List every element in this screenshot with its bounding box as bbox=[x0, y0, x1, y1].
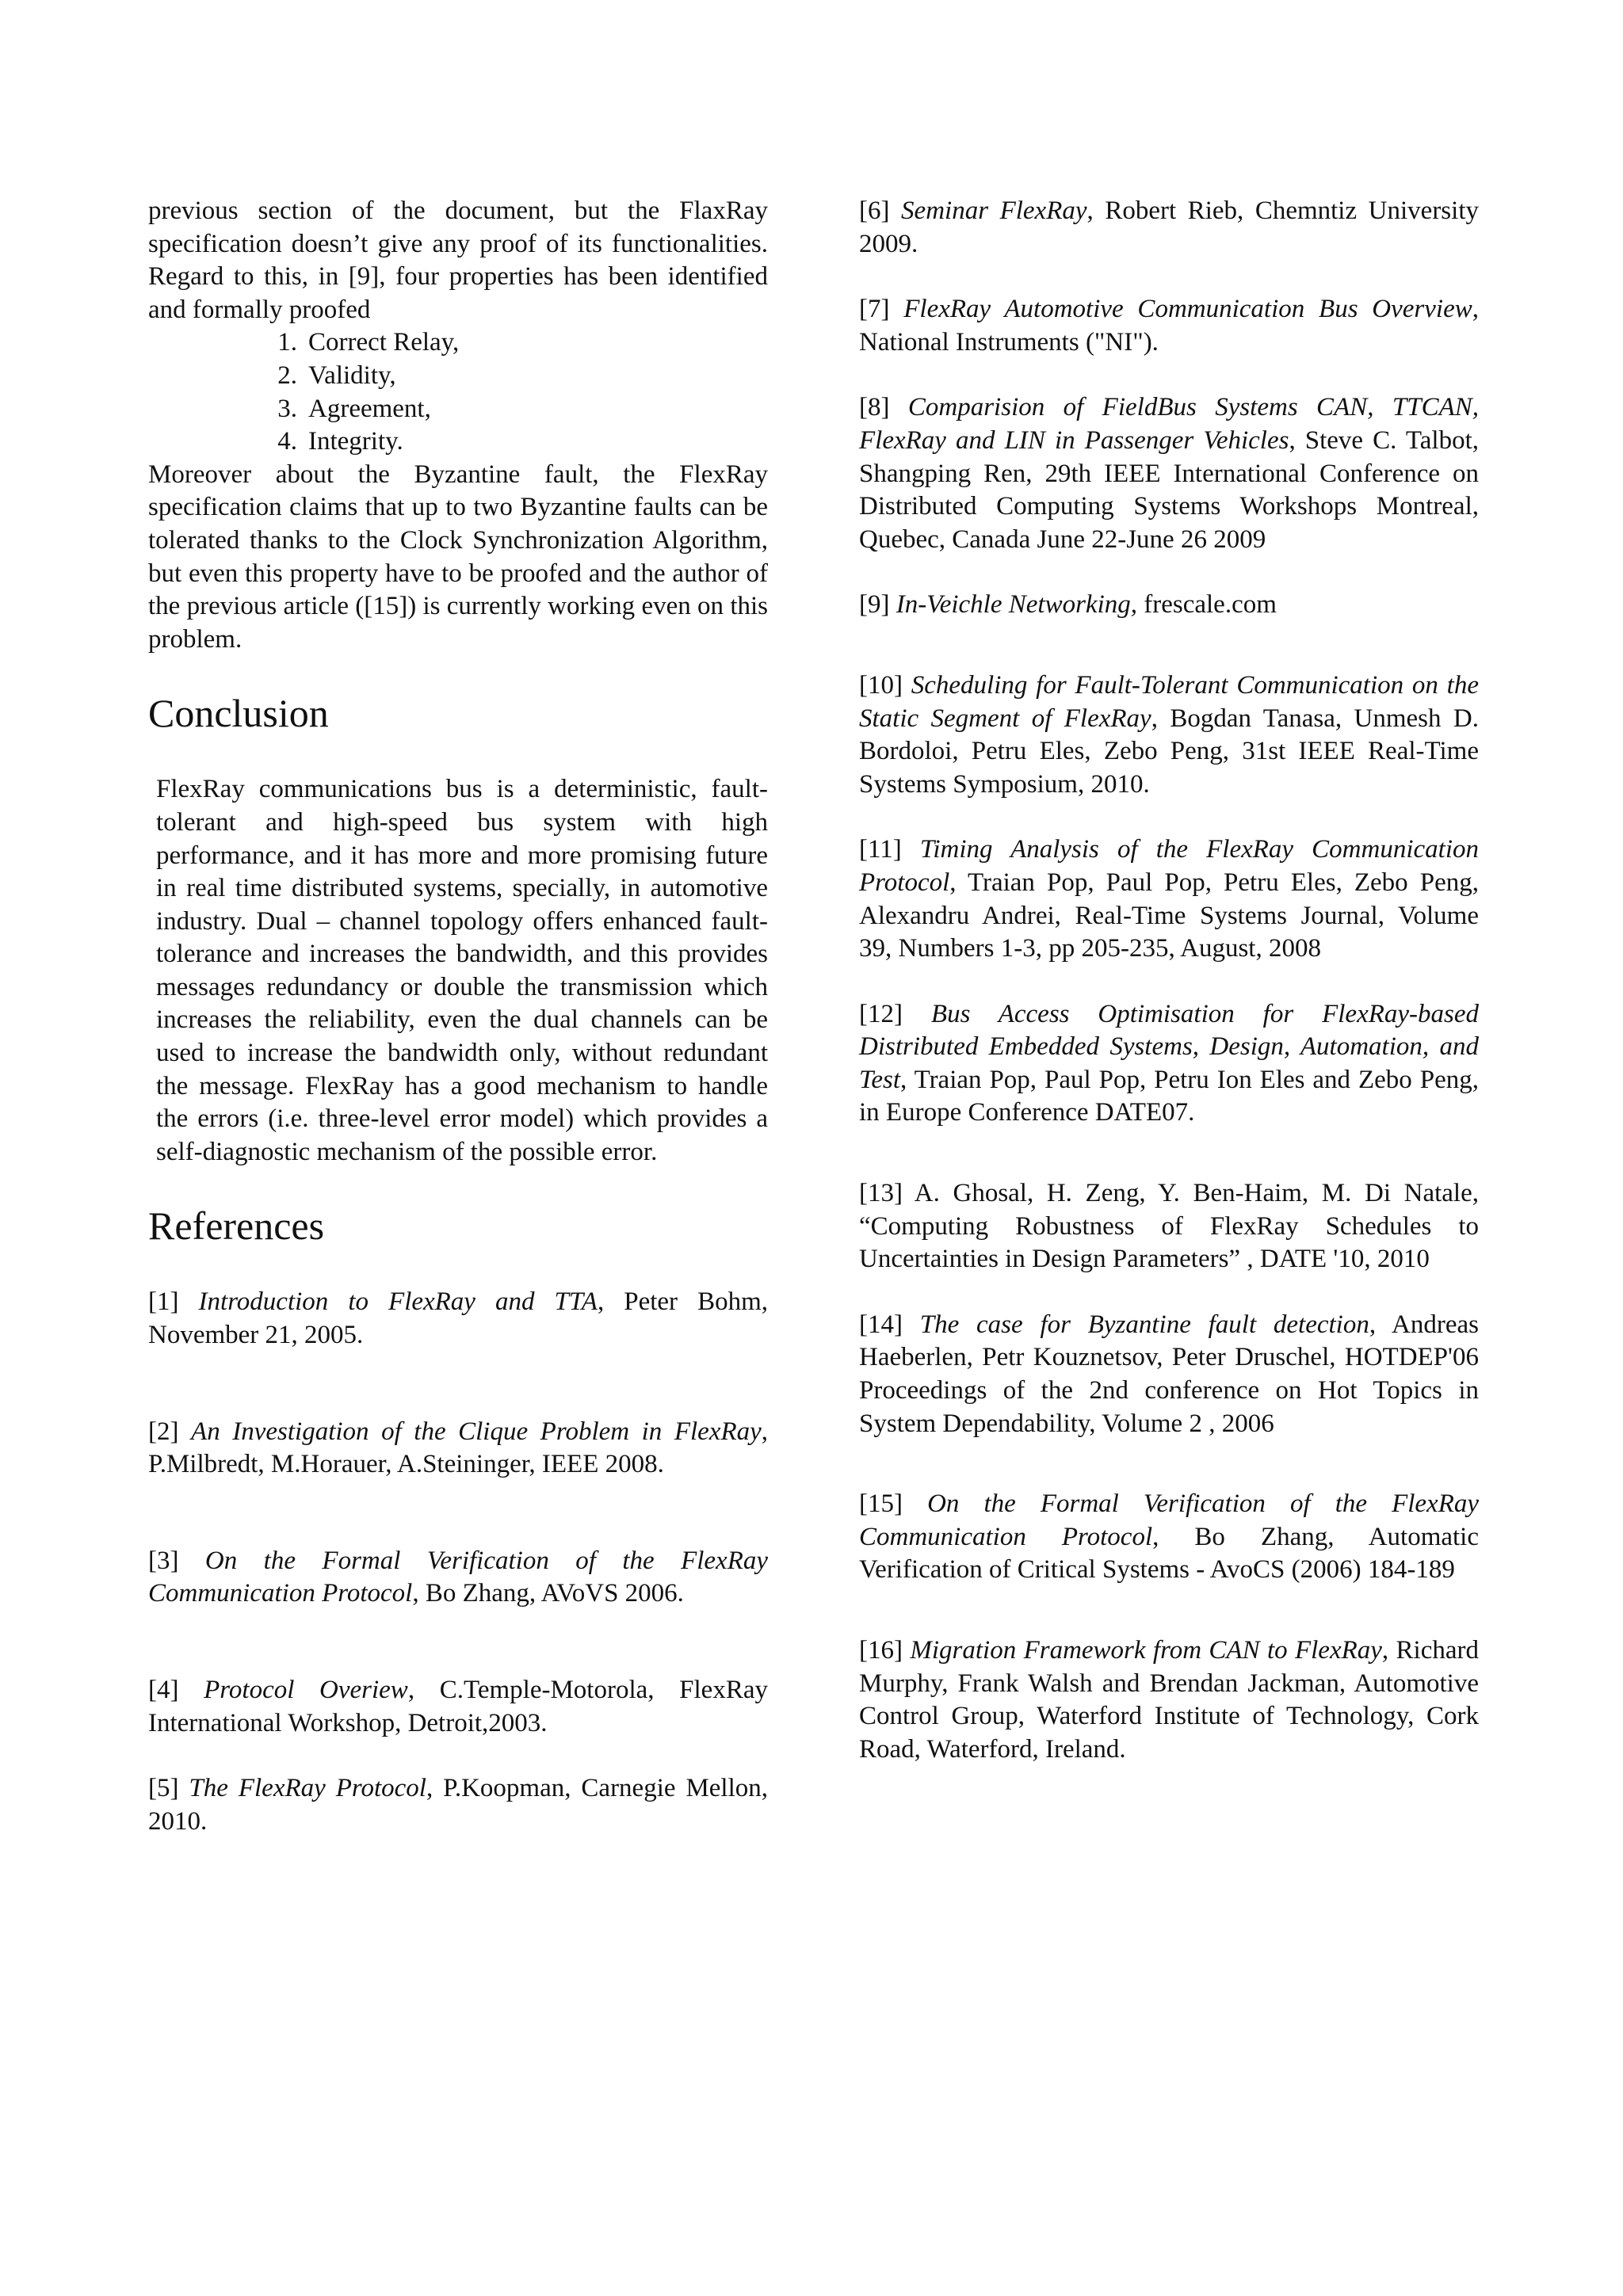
reference-11: [11] Timing Analysis of the FlexRay Communication Protocol, Traian Pop, Paul Pop, Petru Eles, Zebo Peng, Alexandru Andrei, Real-Time Systems Journal, Volume 39, Numbers 1-3, pp 205-235, August, 2008 bbox=[859, 835, 1479, 963]
properties-list bbox=[148, 326, 768, 458]
conclusion-paragraph: FlexRay communications bus is a deterministic, fault-tolerant and high-speed bus system with high performance, and it has more and more promising future in real time distributed systems, specially, in automotive industry. Dual – channel topology offers enhanced fault-tolerance and increases the bandwidth, and this provides messages redundancy or double the transmission which increases the reliability, even the dual channels can be used to increase the bandwidth only, without redundant the message. FlexRay has a good mechanism to handle the errors (i.e. three-level error model) which provides a self-diagnostic mechanism of the possible error. bbox=[156, 775, 768, 1166]
reference-12: [12] Bus Access Optimisation for FlexRay-based Distributed Embedded Systems, Design, Automation, and Test, Traian Pop, Paul Pop, Petru Ion Eles and Zebo Peng, in Europe Conference DATE07. bbox=[859, 999, 1480, 1127]
reference-1: [1] Introduction to FlexRay and TTA, Peter Bohm, November 21, 2005. bbox=[148, 1287, 769, 1350]
reference-5: [5] The FlexRay Protocol, P.Koopman, Carnegie Mellon, 2010. bbox=[148, 1774, 769, 1836]
list-item: 2. Validity, bbox=[277, 360, 396, 390]
list-item: 1. Correct Relay, bbox=[277, 328, 460, 357]
left-column bbox=[148, 195, 768, 1838]
reference-2: [2] An Investigation of the Clique Problem in FlexRay, P.Milbredt, M.Horauer, A.Steininger, IEEE 2008. bbox=[148, 1417, 769, 1479]
right-column bbox=[859, 195, 1479, 1766]
reference-16: [16] Migration Framework from CAN to FlexRay, Richard Murphy, Frank Walsh and Brendan Jackman, Automotive Control Group, Waterford Institute of Technology, Cork Road, Waterford, Ireland. bbox=[859, 1636, 1480, 1764]
reference-14: [14] The case for Byzantine fault detection, Andreas Haeberlen, Petr Kouznetsov, Peter Druschel, HOTDEP'06 Proceedings of the 2nd conference on Hot Topics in System Dependability, Volume 2 , 2006 bbox=[859, 1310, 1480, 1438]
reference-7: [7] FlexRay Automotive Communication Bus Overview, National Instruments ("NI"). bbox=[859, 295, 1479, 357]
conclusion-heading: Conclusion bbox=[148, 691, 329, 736]
list-item: 3. Agreement, bbox=[277, 394, 431, 423]
list-item: 4. Integrity. bbox=[277, 427, 403, 456]
reference-15: [15] On the Formal Verification of the FlexRay Communication Protocol, Bo Zhang, Automatic Verification of Critical Systems - AvoCS (2006) 184-189 bbox=[859, 1489, 1480, 1585]
byzantine-paragraph: Moreover about the Byzantine fault, the FlexRay specification claims that up to two Byzantine faults can be tolerated thanks to the Clock Synchronization Algorithm, but even this property have to be proofed and the author of the previous article ([15]) is currently working even on this problem. bbox=[148, 460, 768, 654]
reference-8: [8] Comparision of FieldBus Systems CAN, TTCAN, FlexRay and LIN in Passenger Vehicles, Steve C. Talbot, Shangping Ren, 29th IEEE International Conference on Distributed Computing Systems Workshops Montreal, Quebec, Canada June 22-June 26 2009 bbox=[859, 393, 1480, 554]
reference-3: [3] On the Formal Verification of the FlexRay Communication Protocol, Bo Zhang, AVoVS 2006. bbox=[148, 1546, 769, 1608]
references-heading: References bbox=[148, 1203, 325, 1249]
reference-13: [13] A. Ghosal, H. Zeng, Y. Ben-Haim, M. Di Natale, “Computing Robustness of FlexRay Schedules to Uncertainties in Design Parameters” , DATE '10, 2010 bbox=[859, 1179, 1479, 1274]
reference-10: [10] Scheduling for Fault-Tolerant Communication on the Static Segment of FlexRay, Bogdan Tanasa, Unmesh D. Bordoloi, Petru Eles, Zebo Peng, 31st IEEE Real-Time Systems Symposium, 2010. bbox=[859, 670, 1479, 799]
reference-9: [9] In-Veichle Networking, frescale.com bbox=[859, 590, 1277, 620]
reference-4: [4] Protocol Overiew, C.Temple-Motorola, FlexRay International Workshop, Detroit,2003. bbox=[148, 1676, 768, 1737]
reference-6: [6] Seminar FlexRay, Robert Rieb, Chemntiz University 2009. bbox=[859, 196, 1479, 258]
intro-paragraph: previous section of the document, but the FlaxRay specification doesn’t give any proof of its functionalities. Regard to this, in [9], four properties has been identified and formally proofed bbox=[148, 196, 768, 324]
